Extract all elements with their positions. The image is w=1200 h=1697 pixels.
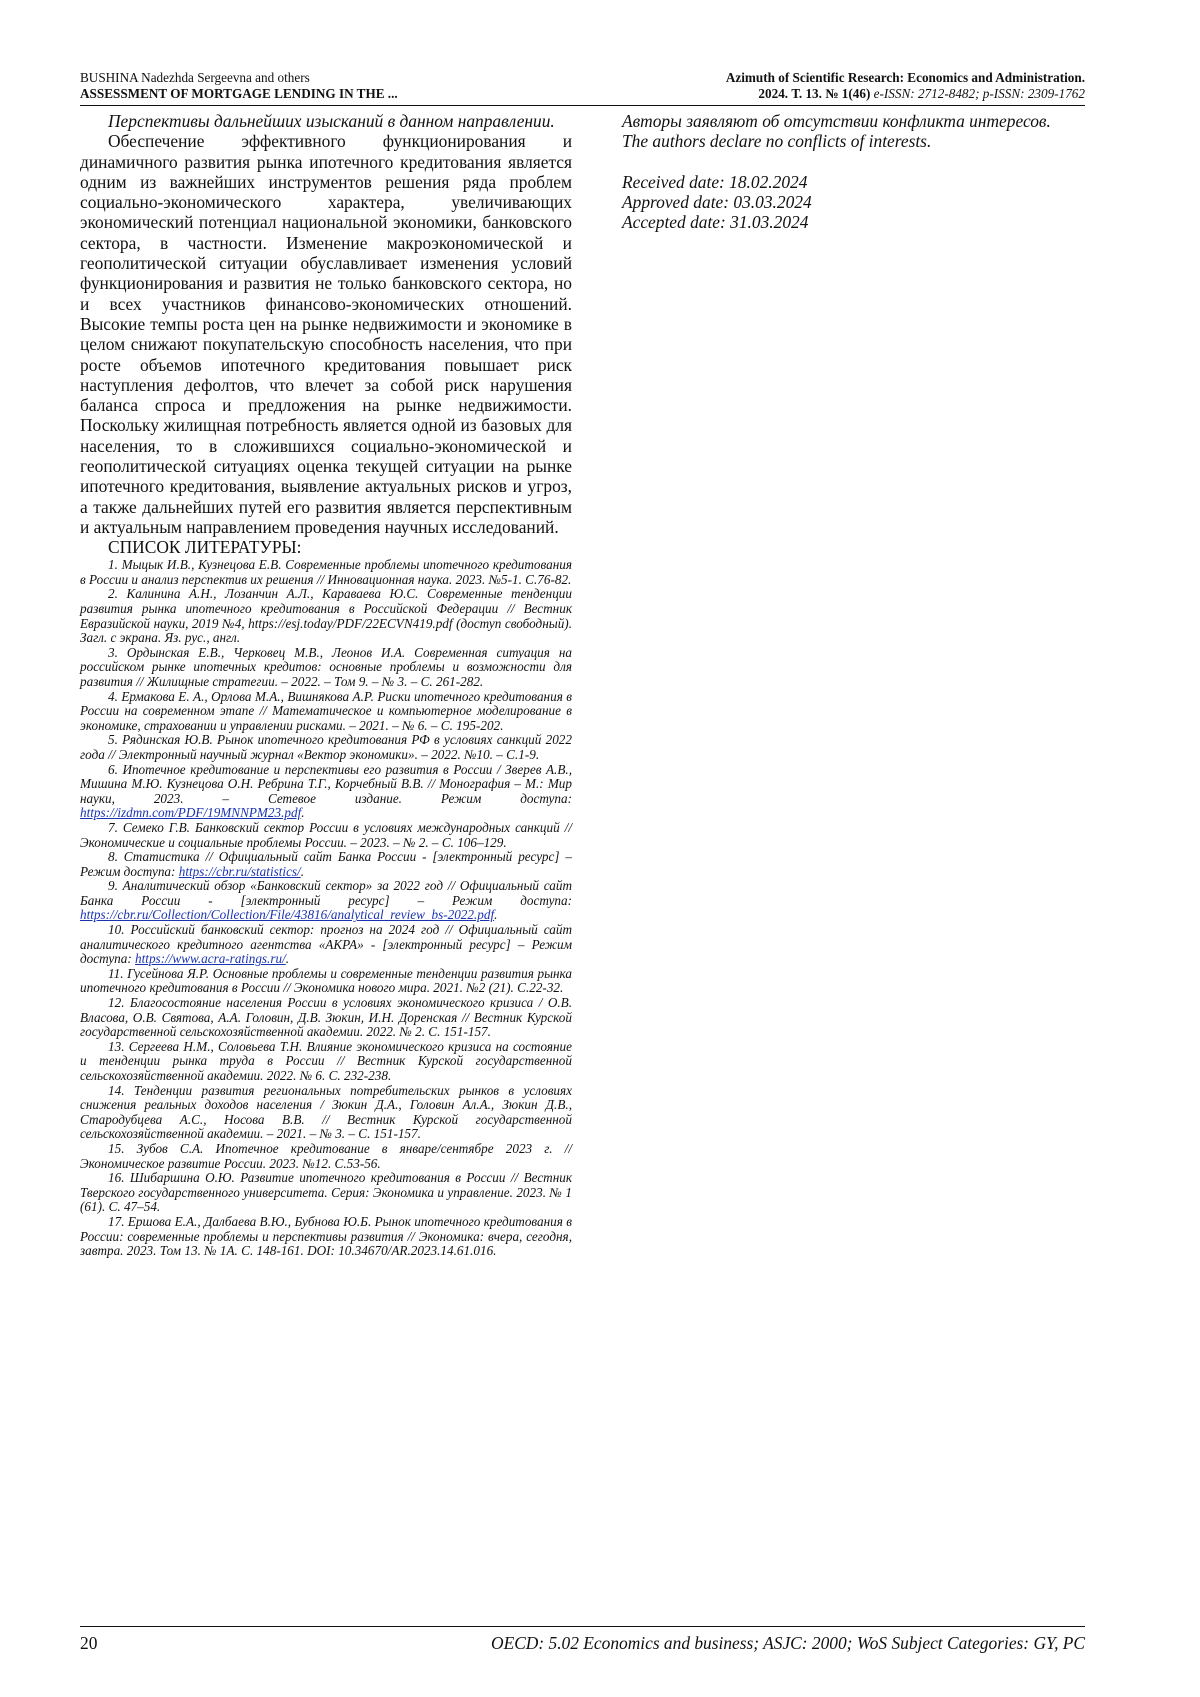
subject-classification: OECD: 5.02 Economics and business; ASJC: 2000; WoS Subject Categories: GY, PC [491,1633,1085,1653]
reference-text: 10. Российский банковский сектор: прогноз на 2024 год // Официальный сайт аналитического кредитного агентства «АКРА» - [электронный ресурс] – Режим доступа: [80,922,572,967]
reference-tail: . [494,907,498,923]
reference-item [80,733,572,762]
references-list [80,558,572,1259]
reference-item [80,821,572,850]
received-date: Received date: 18.02.2024 [622,171,808,192]
body-paragraph: Обеспечение эффективного функционирования и динамичного развития рынка ипотечного кредитования является одним из важнейших инструментов решения ряда проблем социально-экономического характера, увеличивающих экономический потенциал национальной экономики, банковского сектора, в частности. Изменение макроэкономической и геополитической ситуации обуславливает изменения условий функционирования и развития не только банковского сектора, но и всех участников финансово-экономических отношений. Высокие темпы роста цен на рынке недвижимости и экономике в целом снижают покупательскую способность населения, что при росте объемов ипотечного кредитования повышает риск наступления дефолтов, что влечет за собой риск нарушения баланса спроса и предложения на рынке недвижимости. Поскольку жилищная потребность является одной из базовых для населения, то в сложившихся социально-экономической и геополитической ситуациях оценка текущей ситуации на рынке ипотечного кредитования, выявление актуальных рисков и угроз, а также дальнейших путей его развития является перспективным и актуальным направлением проведения научных исследований. [80,131,572,537]
intro-paragraph: Перспективы дальнейших изысканий в данном направлении. [108,111,555,131]
page-footer [80,1626,1085,1653]
reference-item [80,646,572,690]
reference-item [80,879,572,923]
header-rule [80,105,1085,106]
reference-link[interactable]: https://cbr.ru/Collection/Collection/File/43816/analytical_review_bs-2022.pdf [80,907,495,923]
reference-link[interactable]: https://www.acra-ratings.ru/ [135,951,286,967]
reference-text: 1. Мыцык И.В., Кузнецова Е.В. Современные проблемы ипотечного кредитования в России и анализ перспектив их решения // Инновационная наука. 2023. №5-1. С.76-82. [80,557,572,587]
reference-text: 2. Калинина А.Н., Лозанчин А.Л., Караваева Ю.С. Современные тенденции развития рынка ипотечного кредитования в Российской Федерации // Вестник Евразийской науки, 2019 №4, https://esj.today/PDF/22ECVN419.pdf (доступ свободный). Загл. с экрана. Яз. рус., англ. [80,586,572,646]
footer-rule [80,1626,1085,1627]
reference-item [80,1215,572,1259]
reference-item [80,1171,572,1215]
reference-text: 9. Аналитический обзор «Банковский сектор» за 2022 год // Официальный сайт Банка России - [электронный ресурс] – Режим доступа: [80,878,572,908]
reference-text: 13. Сергеева Н.М., Соловьева Т.Н. Влияние экономического кризиса на состояние и тенденции рынка труда в России // Вестник Курской государственной сельскохозяйственной академии. 2022. № 6. С. 232-238. [80,1038,572,1084]
reference-item [80,763,572,821]
header-article-title: ASSESSMENT OF MORTGAGE LENDING IN THE ... [80,86,398,101]
page-number: 20 [80,1633,98,1653]
reference-text: 16. Шибаршина О.Ю. Развитие ипотечного кредитования в России // Вестник Тверского государственного университета. Серия: Экономика и управление. 2023. № 1 (61). С. 47–54. [80,1170,572,1215]
reference-text: 15. Зубов С.А. Ипотечное кредитование в январе/сентябре 2023 г. // Экономическое развитие России. 2023. №12. С.53-56. [80,1140,572,1171]
reference-item [80,1142,572,1171]
reference-link[interactable]: https://cbr.ru/statistics/ [178,863,301,879]
reference-link[interactable]: https://izdmn.com/PDF/19MNNPM23.pdf [80,805,302,821]
header-issn: e-ISSN: 2712-8482; p-ISSN: 2309-1762 [870,86,1085,101]
conflict-statement-ru: Авторы заявляют об отсутствии конфликта интересов. [622,111,1051,131]
reference-tail: . [301,805,305,821]
reference-item [80,1084,572,1142]
left-column [80,111,572,1259]
reference-tail: . [285,951,290,967]
conflict-statement-en: The authors declare no conflicts of interests. [622,131,932,152]
reference-item [80,996,572,1040]
reference-text: 8. Статистика // Официальный сайт Банка России - [электронный ресурс] – Режим доступа: [80,849,572,879]
running-header [80,70,1085,104]
reference-text: 3. Ордынская Е.В., Черковец М.В., Леонов И.А. Современная ситуация на российском рынке ипотечных кредитов: основные проблемы и возможности для развития // Жилищные стратегии. – 2022. – Том 9. – № 3. – С. 261-282. [80,644,572,689]
approved-date: Approved date: 03.03.2024 [622,191,812,212]
reference-text: 17. Ершова Е.А., Далбаева В.Ю., Бубнова Ю.Б. Рынок ипотечного кредитования в России: современные проблемы и перспективы развития // Экономика: вчера, сегодня, завтра. 2023. Том 13. № 1А. С. 148-161. DOI: 10.34670/AR.2023.14.61.016. [80,1213,572,1259]
header-journal: Azimuth of Scientific Research: Economics and Administration. [725,70,1085,85]
reference-text: 7. Семеко Г.В. Банковский сектор России в условиях международных санкций // Экономические и социальные проблемы России. – 2023. – № 2. – С. 106–129. [80,819,572,850]
reference-item [80,967,572,996]
reference-text: 14. Тенденции развития региональных потребительских рынков в условиях снижения реальных доходов населения / Зюкин Д.А., Головин Ал.А., Зюкин Д.В., Стародубцева А.С., Носова В.В. // Вестник Курской государственной сельскохозяйственной академии. – 2021. – № 3. – С. 151-157. [80,1082,572,1142]
header-volume-line [565,86,1085,102]
header-left [80,70,560,102]
accepted-date: Accepted date: 31.03.2024 [622,212,809,233]
reference-item [80,587,572,645]
header-authors: BUSHINA Nadezhda Sergeevna and others [80,70,310,85]
page [80,70,1085,1259]
reference-text: 12. Благосостояние населения России в условиях экономического кризиса / О.В. Власова, О.В. Святова, А.А. Головин, Д.В. Зюкин, И.Н. Доренская // Вестник Курской государственной сельскохозяйственной академии. 2022. № 2. С. 151-157. [80,995,572,1040]
header-volume: 2024. Т. 13. № 1(46) [758,86,871,101]
reference-item [80,923,572,967]
reference-item [80,690,572,734]
spacer [594,152,1085,172]
reference-tail: . [300,863,305,879]
reference-text: 11. Гусейнова Я.Р. Основные проблемы и современные тенденции развития рынка ипотечного кредитования в России // Экономика нового мира. 2021. №2 (21). С.22-32. [80,965,572,996]
header-right [565,70,1085,102]
reference-item [80,558,572,587]
right-column [594,111,1085,232]
references-title: СПИСОК ЛИТЕРАТУРЫ: [108,537,302,558]
reference-item [80,850,572,879]
reference-text: 5. Рядинская Ю.В. Рынок ипотечного кредитования РФ в условиях санкций 2022 года // Электронный научный журнал «Вектор экономики». – 2022. №10. – С.1-9. [80,732,572,762]
reference-text: 4. Ермакова Е. А., Орлова М.А., Вишнякова А.Р. Риски ипотечного кредитования в России на современном этапе // Математическое и компьютерное моделирование в экономике, страховании и управлении рисками. – 2021. – № 6. – С. 195-202. [80,688,572,733]
reference-item [80,1040,572,1084]
reference-text: 6. Ипотечное кредитование и перспективы его развития в России / Зверев А.В., Мишина М.Ю. Кузнецова О.Н. Ребрина Т.Г., Корчебный В.В. // Монография – М.: Мир науки, 2023. – Сетевое издание. Режим доступа: [80,761,572,806]
